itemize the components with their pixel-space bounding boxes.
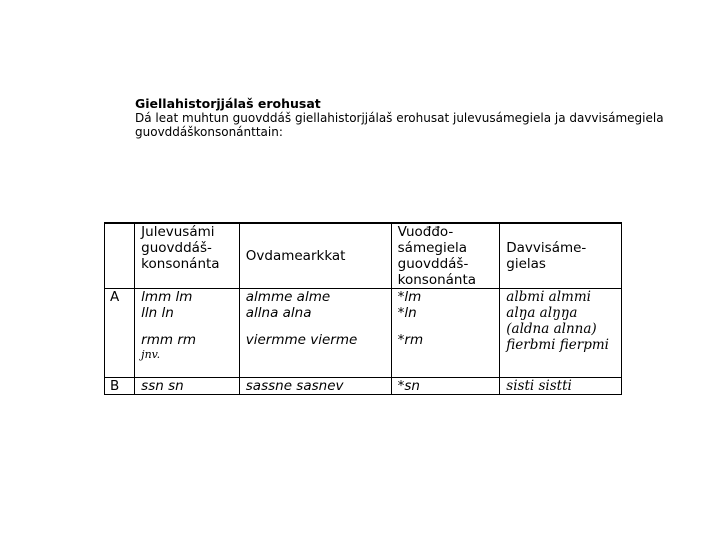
header-empty-cell <box>105 223 135 289</box>
cell-ovda-a <box>239 289 391 378</box>
ovda-a-line-1: almme alme <box>245 289 331 305</box>
julev-a-line-1: lmm lm <box>141 289 193 305</box>
section-title: Giellahistorjjálaš erohusat <box>135 96 321 111</box>
row-label-a: A <box>105 289 135 378</box>
intro-text: Dá leat muhtun guovddáš giellahistorjjálaš erohusat julevusámegiela ja davvisámegiela guovddáškonsonánttain: <box>135 111 664 139</box>
julev-a-line-2: lln ln <box>141 305 174 321</box>
vuoddo-a-line-1: *lm <box>397 289 422 305</box>
cell-vuoddo-b: *sn <box>391 378 500 395</box>
vuoddo-a-line-3: *rm <box>397 332 424 348</box>
davvi-a-line-1: albmi almmi <box>506 289 591 305</box>
ovda-a-line-3: viermme vierme <box>245 332 358 348</box>
davvi-a-line-2: alŋa alŋŋa <box>506 305 578 321</box>
julev-a-line-3: rmm rm <box>141 332 197 348</box>
cell-davvi-b: sisti sistti <box>500 378 622 395</box>
header-julev: Julevusámi guovddáš-konsonánta <box>135 223 240 289</box>
ovda-a-line-2: allna alna <box>245 305 312 321</box>
header-vuoddo: Vuođđo-sámegiela guovddáš-konsonánta <box>391 223 500 289</box>
header-davvi: Davvisáme-gielas <box>500 223 622 289</box>
vuoddo-a-line-2: *ln <box>397 305 417 321</box>
header-ovdamearkkat: Ovdamearkkat <box>239 223 391 289</box>
cell-julev-b: ssn sn <box>135 378 240 395</box>
cell-vuoddo-a <box>391 289 500 378</box>
cell-ovda-b: sassne sasnev <box>239 378 391 395</box>
heading-block <box>135 97 695 139</box>
cell-davvi-a <box>500 289 622 378</box>
julev-a-note: jnv. <box>141 348 161 361</box>
table-row <box>105 378 622 395</box>
davvi-a-line-4: fierbmi fierpmi <box>506 337 609 353</box>
row-label-b: B <box>105 378 135 395</box>
cell-julev-a <box>135 289 240 378</box>
consonant-table <box>104 222 622 395</box>
table-header-row <box>105 223 622 289</box>
table-row <box>105 289 622 378</box>
davvi-a-line-3: (aldna alnna) <box>506 321 597 337</box>
